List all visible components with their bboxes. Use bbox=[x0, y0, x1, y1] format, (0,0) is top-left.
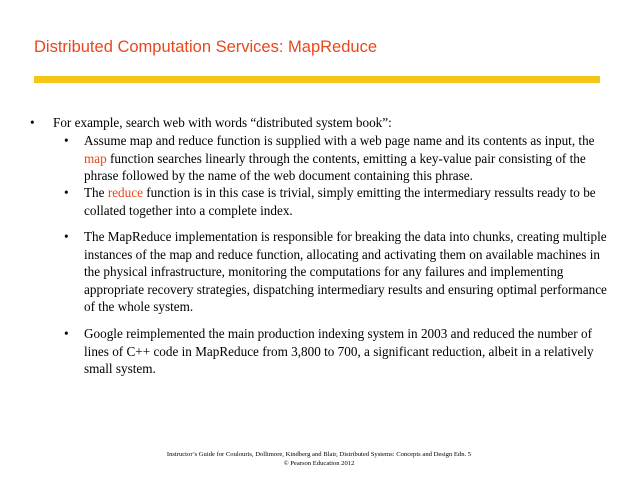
bullet-icon: • bbox=[64, 185, 69, 200]
bullet-icon: • bbox=[64, 326, 69, 341]
bullet-icon: • bbox=[30, 115, 35, 130]
bullet-text: For example, search web with words “distributed system book”: bbox=[53, 115, 392, 130]
text-run: function searches linearly through the contents, emitting a key-value pair consisting of the phrase followed by the name of the web document containing this phrase. bbox=[84, 150, 586, 183]
bullet-icon: • bbox=[64, 133, 69, 148]
sub-bullet-text bbox=[84, 184, 612, 219]
slide-title: Distributed Computation Services: MapReduce bbox=[34, 38, 377, 56]
text-run: function is in this case is trivial, simply emitting the intermediary ressults ready to be collated together into a complete index. bbox=[84, 185, 596, 218]
text-run: Assume map and reduce function is supplied with a web page name and its contents as input, the bbox=[84, 133, 595, 148]
footer-copyright: © Pearson Education 2012 bbox=[283, 459, 355, 467]
sub-bullet-text: The MapReduce implementation is responsible for breaking the data into chunks, creating multiple instances of the map and reduce function, allocating and activating them on available machines in the physical infrastructure, monitoring the computations for any failures and implementing appropriate recovery strategies, dispatching intermediary results and ensuring optimal performance of the whole system. bbox=[84, 229, 607, 314]
footer-citation: Instructor’s Guide for Coulouris, Dollimore, Kindberg and Blair, Distributed Systems: Concepts and Design Edn. 5 bbox=[166, 451, 472, 458]
title-underline-rule bbox=[34, 76, 600, 83]
bullet-icon: • bbox=[64, 229, 69, 244]
highlight-keyword-reduce: reduce bbox=[107, 185, 143, 200]
text-run: The bbox=[84, 185, 108, 200]
sub-bullet-text: Google reimplemented the main production indexing system in 2003 and reduced the number of lines of C++ code in MapReduce from 3,800 to 700, a significant reduction, albeit in a relatively small system. bbox=[84, 326, 594, 376]
slide-footer bbox=[0, 451, 638, 468]
highlight-keyword-map: map bbox=[84, 150, 107, 166]
sub-bullet-text bbox=[84, 132, 612, 185]
